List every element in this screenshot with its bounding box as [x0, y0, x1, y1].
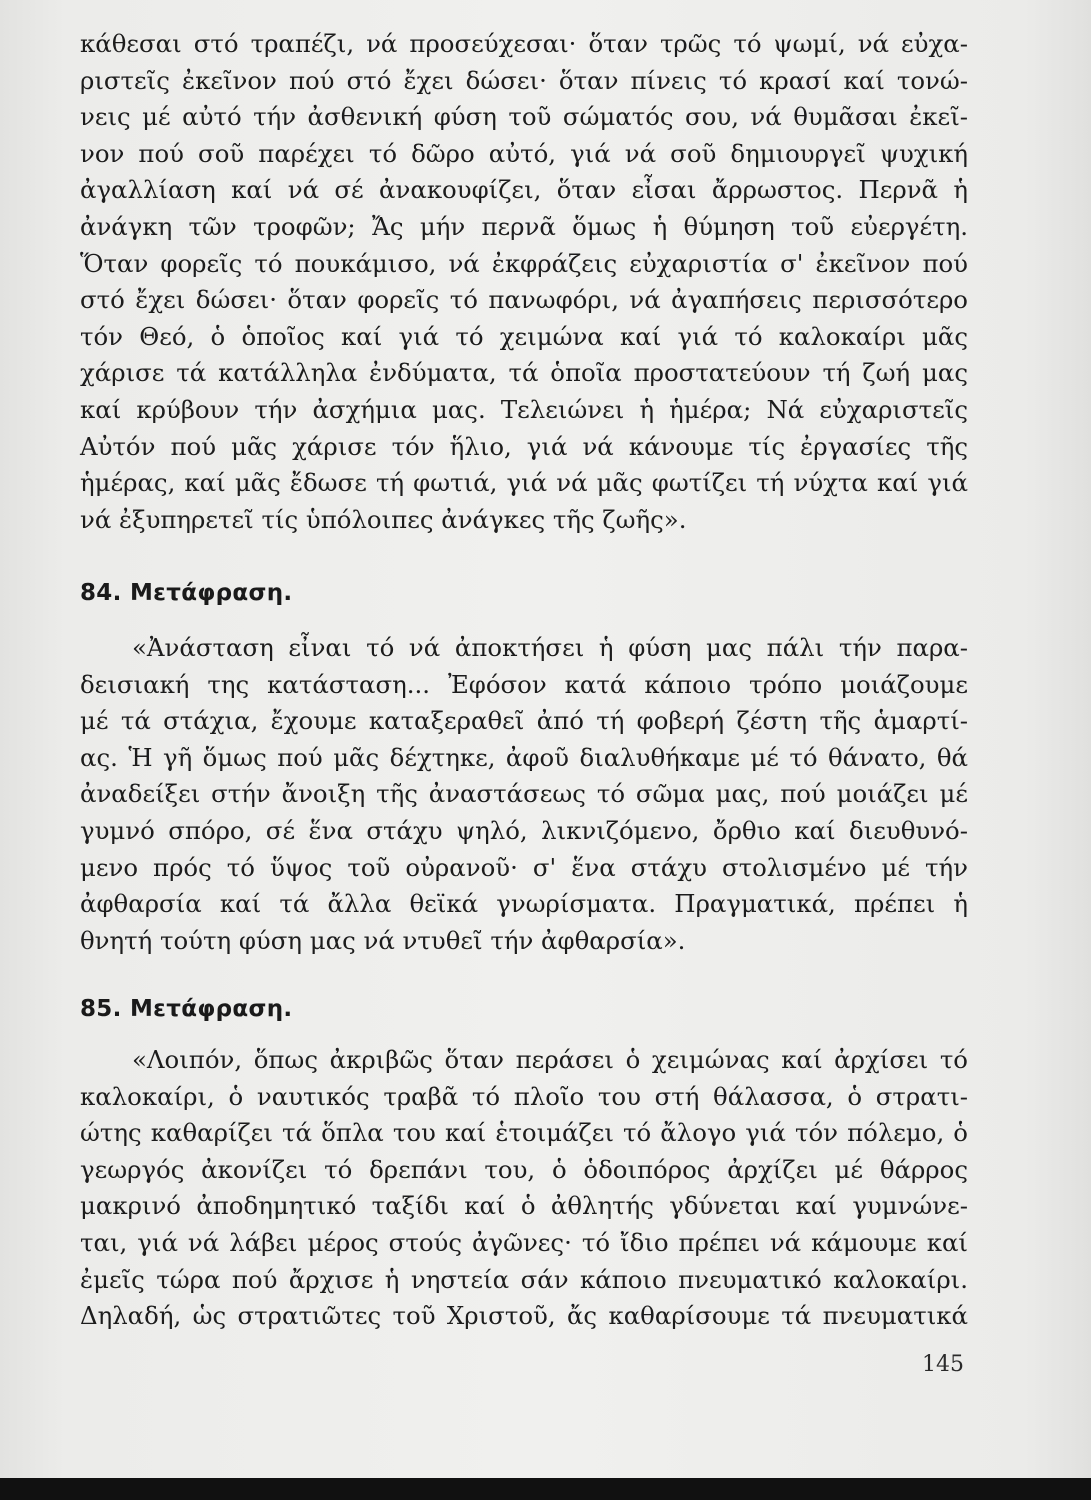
- text-line: μενο πρός τό ὕψος τοῦ οὐρανοῦ· σ' ἕνα στάχυ στολισμένο μέ τήν: [80, 852, 968, 882]
- text-line: ἀναδείξει στήν ἄνοιξη τῆς ἀναστάσεως τό σῶμα μας, πού μοιάζει μέ: [80, 779, 968, 809]
- scan-bottom-edge: [0, 1478, 1091, 1500]
- text-line: ἡμέρας, καί μᾶς ἔδωσε τή φωτιά, γιά νά μᾶς φωτίζει τή νύχτα καί γιά: [80, 468, 968, 498]
- intro-paragraph: [80, 26, 968, 538]
- text-line: «Λοιπόν, ὅπως ἀκριβῶς ὅταν περάσει ὁ χειμώνας καί ἀρχίσει τό: [132, 1045, 968, 1074]
- text-line: κάθεσαι στό τραπέζι, νά προσεύχεσαι· ὅταν τρῶς τό ψωμί, νά εὐχα-: [80, 29, 968, 58]
- text-line: ἀγαλλίαση καί νά σέ ἀνακουφίζει, ὅταν εἶσαι ἄρρωστος. Περνᾶ ἡ: [80, 175, 968, 205]
- text-line: δεισιακή της κατάσταση... Ἐφόσον κατά κάποιο τρόπο μοιάζουμε: [80, 669, 968, 699]
- text-line: τόν Θεό, ὁ ὁποῖος καί γιά τό χειμώνα καί γιά τό καλοκαίρι μᾶς: [80, 321, 968, 351]
- section-85-paragraph: [80, 1042, 968, 1335]
- text-line: ώτης καθαρίζει τά ὅπλα του καί ἑτοιμάζει τό ἄλογο γιά τόν πόλεμο, ὁ: [80, 1118, 968, 1148]
- text-line: ριστεῖς ἐκεῖνον πού στό ἔχει δώσει· ὅταν πίνεις τό κρασί καί τονώ-: [80, 65, 968, 95]
- text-line: Ὅταν φορεῖς τό πουκάμισο, νά ἐκφράζεις εὐχαριστία σ' ἐκεῖνον πού: [80, 248, 968, 278]
- text-line: γυμνό σπόρο, σέ ἕνα στάχυ ψηλό, λικνιζόμενο, ὄρθιο καί διευθυνό-: [80, 815, 968, 845]
- text-line: μέ τά στάχια, ἔχουμε καταξεραθεῖ ἀπό τή φοβερή ζέστη τῆς ἁμαρτί-: [80, 706, 968, 736]
- text-line: μακρινό ἀποδημητικό ταξίδι καί ὁ ἀθλητής γδύνεται καί γυμνώνε-: [80, 1191, 968, 1221]
- text-line: καί κρύβουν τήν ἀσχήμια μας. Τελειώνει ἡ ἡμέρα; Νά εὐχαριστεῖς: [80, 394, 968, 424]
- text-line: χάρισε τά κατάλληλα ἐνδύματα, τά ὁποῖα προστατεύουν τή ζωή μας: [80, 358, 968, 388]
- text-line: θνητή τούτη φύση μας νά ντυθεῖ τήν ἀφθαρσία».: [80, 925, 686, 955]
- text-line: νον πού σοῦ παρέχει τό δῶρο αὐτό, γιά νά σοῦ δημιουργεῖ ψυχική: [80, 138, 968, 168]
- page-number: 145: [922, 1352, 964, 1377]
- text-line: καλοκαίρι, ὁ ναυτικός τραβᾶ τό πλοῖο του στή θάλασσα, ὁ στρατι-: [80, 1081, 968, 1111]
- text-line: Αὐτόν πού μᾶς χάρισε τόν ἥλιο, γιά νά κάνουμε τίς ἐργασίες τῆς: [80, 431, 968, 461]
- text-line: ται, γιά νά λάβει μέρος στούς ἀγῶνες· τό ἴδιο πρέπει νά κάμουμε καί: [80, 1227, 968, 1257]
- text-line: ἀφθαρσία καί τά ἄλλα θεϊκά γνωρίσματα. Πραγματικά, πρέπει ἡ: [80, 889, 968, 919]
- section-85-heading: 85. Μετάφραση.: [80, 996, 293, 1022]
- text-line: ας. Ἡ γῆ ὅμως πού μᾶς δέχτηκε, ἀφοῦ διαλυθήκαμε μέ τό θάνατο, θά: [80, 742, 968, 772]
- text-line: νεις μέ αὐτό τήν ἀσθενική φύση τοῦ σώματός σου, νά θυμᾶσαι ἐκεῖ-: [80, 102, 968, 132]
- text-line: στό ἔχει δώσει· ὅταν φορεῖς τό πανωφόρι, νά ἀγαπήσεις περισσότερο: [80, 285, 968, 315]
- text-line: «Ἀνάσταση εἶναι τό νά ἀποκτήσει ἡ φύση μας πάλι τήν παρα-: [132, 633, 968, 662]
- text-line: γεωργός ἀκονίζει τό δρεπάνι του, ὁ ὁδοιπόρος ἀρχίζει μέ θάρρος: [80, 1154, 968, 1184]
- text-line: ἐμεῖς τώρα πού ἄρχισε ἡ νηστεία σάν κάποιο πνευματικό καλοκαίρι.: [80, 1264, 968, 1294]
- section-84-heading: 84. Μετάφραση.: [80, 580, 293, 606]
- text-line: ἀνάγκη τῶν τροφῶν; Ἄς μήν περνᾶ ὅμως ἡ θύμηση τοῦ εὐεργέτη.: [80, 211, 968, 241]
- text-line: νά ἐξυπηρετεῖ τίς ὑπόλοιπες ἀνάγκες τῆς ζωῆς».: [80, 504, 687, 534]
- section-84-paragraph: [80, 630, 968, 959]
- text-line: Δηλαδή, ὡς στρατιῶτες τοῦ Χριστοῦ, ἄς καθαρίσουμε τά πνευματικά: [80, 1301, 968, 1331]
